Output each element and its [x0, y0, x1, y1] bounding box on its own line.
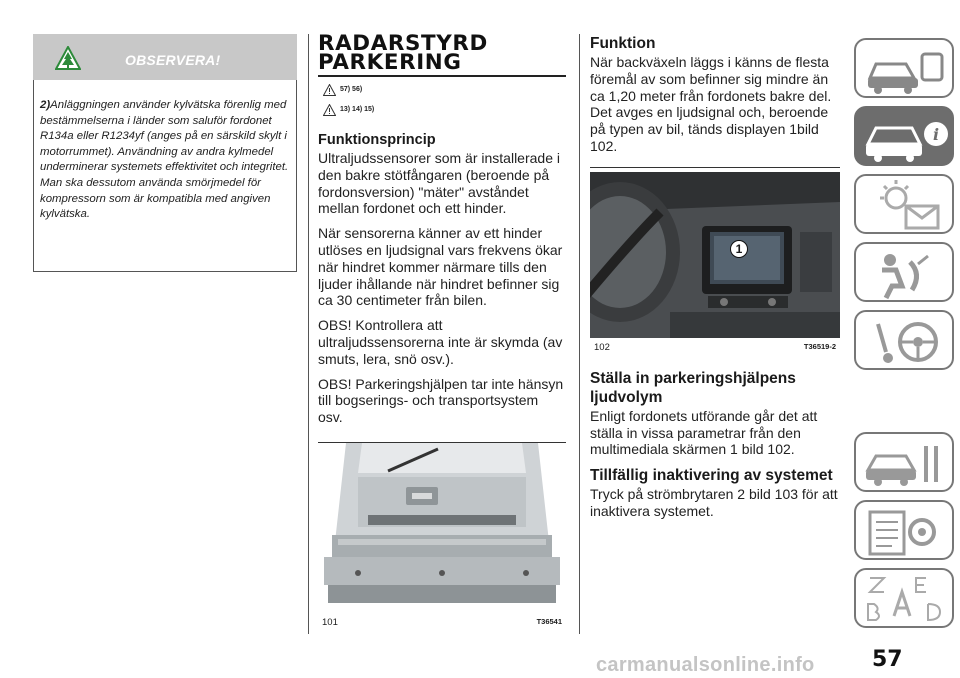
note-title: OBSERVERA!: [125, 52, 221, 68]
figure-caption: [590, 342, 840, 353]
figure-dashboard: [590, 172, 840, 338]
alphabetical-index-icon: [856, 570, 956, 630]
note-body: [33, 80, 297, 272]
steering-wheel-icon: [856, 312, 956, 372]
observera-note: [33, 34, 297, 272]
warning-ref-row: [318, 82, 566, 97]
paragraph: OBS! Kontrollera att ultraljudssensorerna inte är skymda (av smuts, lera, snö osv.).: [318, 317, 563, 367]
paragraph: Tryck på strömbrytaren 2 bild 103 för att inaktivera systemet.: [590, 486, 838, 519]
tab-starting-driving[interactable]: [854, 310, 954, 370]
page-number: 57: [872, 647, 903, 672]
paragraph: OBS! Parkeringshjälpen tar inte hänsyn till bogserings- och transportsystem osv.: [318, 375, 564, 426]
tab-safety[interactable]: [854, 242, 954, 302]
car-dashboard-icon: [856, 40, 956, 100]
figure-number: 101: [322, 616, 338, 628]
paragraph: Enligt fordonets utförande går det att ställa in vissa parametrar från den multimediala skärmen 1 bild 102.: [590, 407, 818, 458]
chapter-title-line1: RADARSTYRD: [318, 31, 488, 55]
paragraph: När sensorerna känner av ett hinder utlöses en ljudsignal vars frekvens ökar när hindret kommer närmare tills den ljuder ihållande när hindret befinner sig ca 30 centimeter från bilen.: [318, 225, 563, 309]
note-paragraph: [40, 98, 290, 223]
heading-inaktivering: Tillfällig inaktivering av systemet: [590, 467, 833, 485]
figure-code: T36541: [536, 616, 562, 626]
technical-data-icon: [856, 502, 956, 562]
note-text: Anläggningen använder kylvätska förenlig med bestämmelserna i länder som saluför fordonet R134a eller R1234yf (anges på en särskild skylt i motorrummet). Användning av andra kylmedel underminerar systemets effektivitet och integritet. Man ska dessutom använda smörjmedel för kompressorn som är kompatibla med angiven kylvätska.: [40, 99, 289, 221]
tab-dashboard[interactable]: [854, 38, 954, 98]
car-info-icon: [856, 108, 956, 168]
warning-lights-icon: [856, 176, 956, 236]
svg-text:i: i: [932, 125, 940, 144]
figure-callout: 1: [730, 240, 748, 258]
rear-van-image: [318, 443, 566, 613]
section-heading: Funktionsprincip: [318, 132, 436, 148]
car-tools-icon: [856, 434, 956, 494]
note-header: [33, 34, 297, 80]
heading-volume: Ställa in parkeringshjälpens ljudvolym: [590, 369, 796, 406]
environment-tree-icon: [55, 46, 81, 70]
chapter-title-line2: PARKERING: [318, 50, 462, 74]
heading-funktion: Funktion: [590, 35, 656, 52]
tab-index[interactable]: [854, 568, 954, 628]
tab-car-info[interactable]: [854, 106, 954, 166]
figure-number: 102: [594, 341, 610, 353]
watermark: carmanualsonline.info: [596, 654, 815, 676]
caution-triangle-icon: [323, 104, 336, 116]
right-column: [590, 34, 840, 520]
warning-refs: 57) 56): [340, 86, 363, 93]
paragraph: Ultraljudssensorer som är installerade i den bakre stötfångaren (beroende på fordonsversion) "mäter" avståndet mellan fordonet och ett hinder.: [318, 150, 560, 217]
note-number: 2): [40, 99, 51, 111]
caution-ref-row: [318, 102, 566, 117]
column-divider: [308, 34, 309, 634]
caution-refs: 13) 14) 15): [340, 106, 375, 113]
tab-maintenance[interactable]: [854, 500, 954, 560]
dashboard-display-image: [590, 172, 840, 338]
figure-code: T36519-2: [803, 341, 836, 351]
column-divider: [579, 34, 580, 634]
figure-caption: [318, 617, 566, 628]
paragraph: När backväxeln läggs i känns de flesta föremål av som befinner sig mindre än ca 1,20 meter från fordonets bakre del. Det avges en ljudsignal och, beroende på typen av bil, tänds displayen 1bild 102.: [590, 54, 832, 154]
middle-column: [318, 31, 566, 628]
figure-top-rule: [590, 167, 840, 168]
tab-emergency[interactable]: [854, 432, 954, 492]
title-rule: [318, 75, 566, 77]
safety-airbag-icon: [856, 244, 956, 304]
warning-triangle-icon: [323, 84, 336, 96]
figure-rear-bumper: [318, 443, 566, 613]
tab-warning-lights[interactable]: [854, 174, 954, 234]
